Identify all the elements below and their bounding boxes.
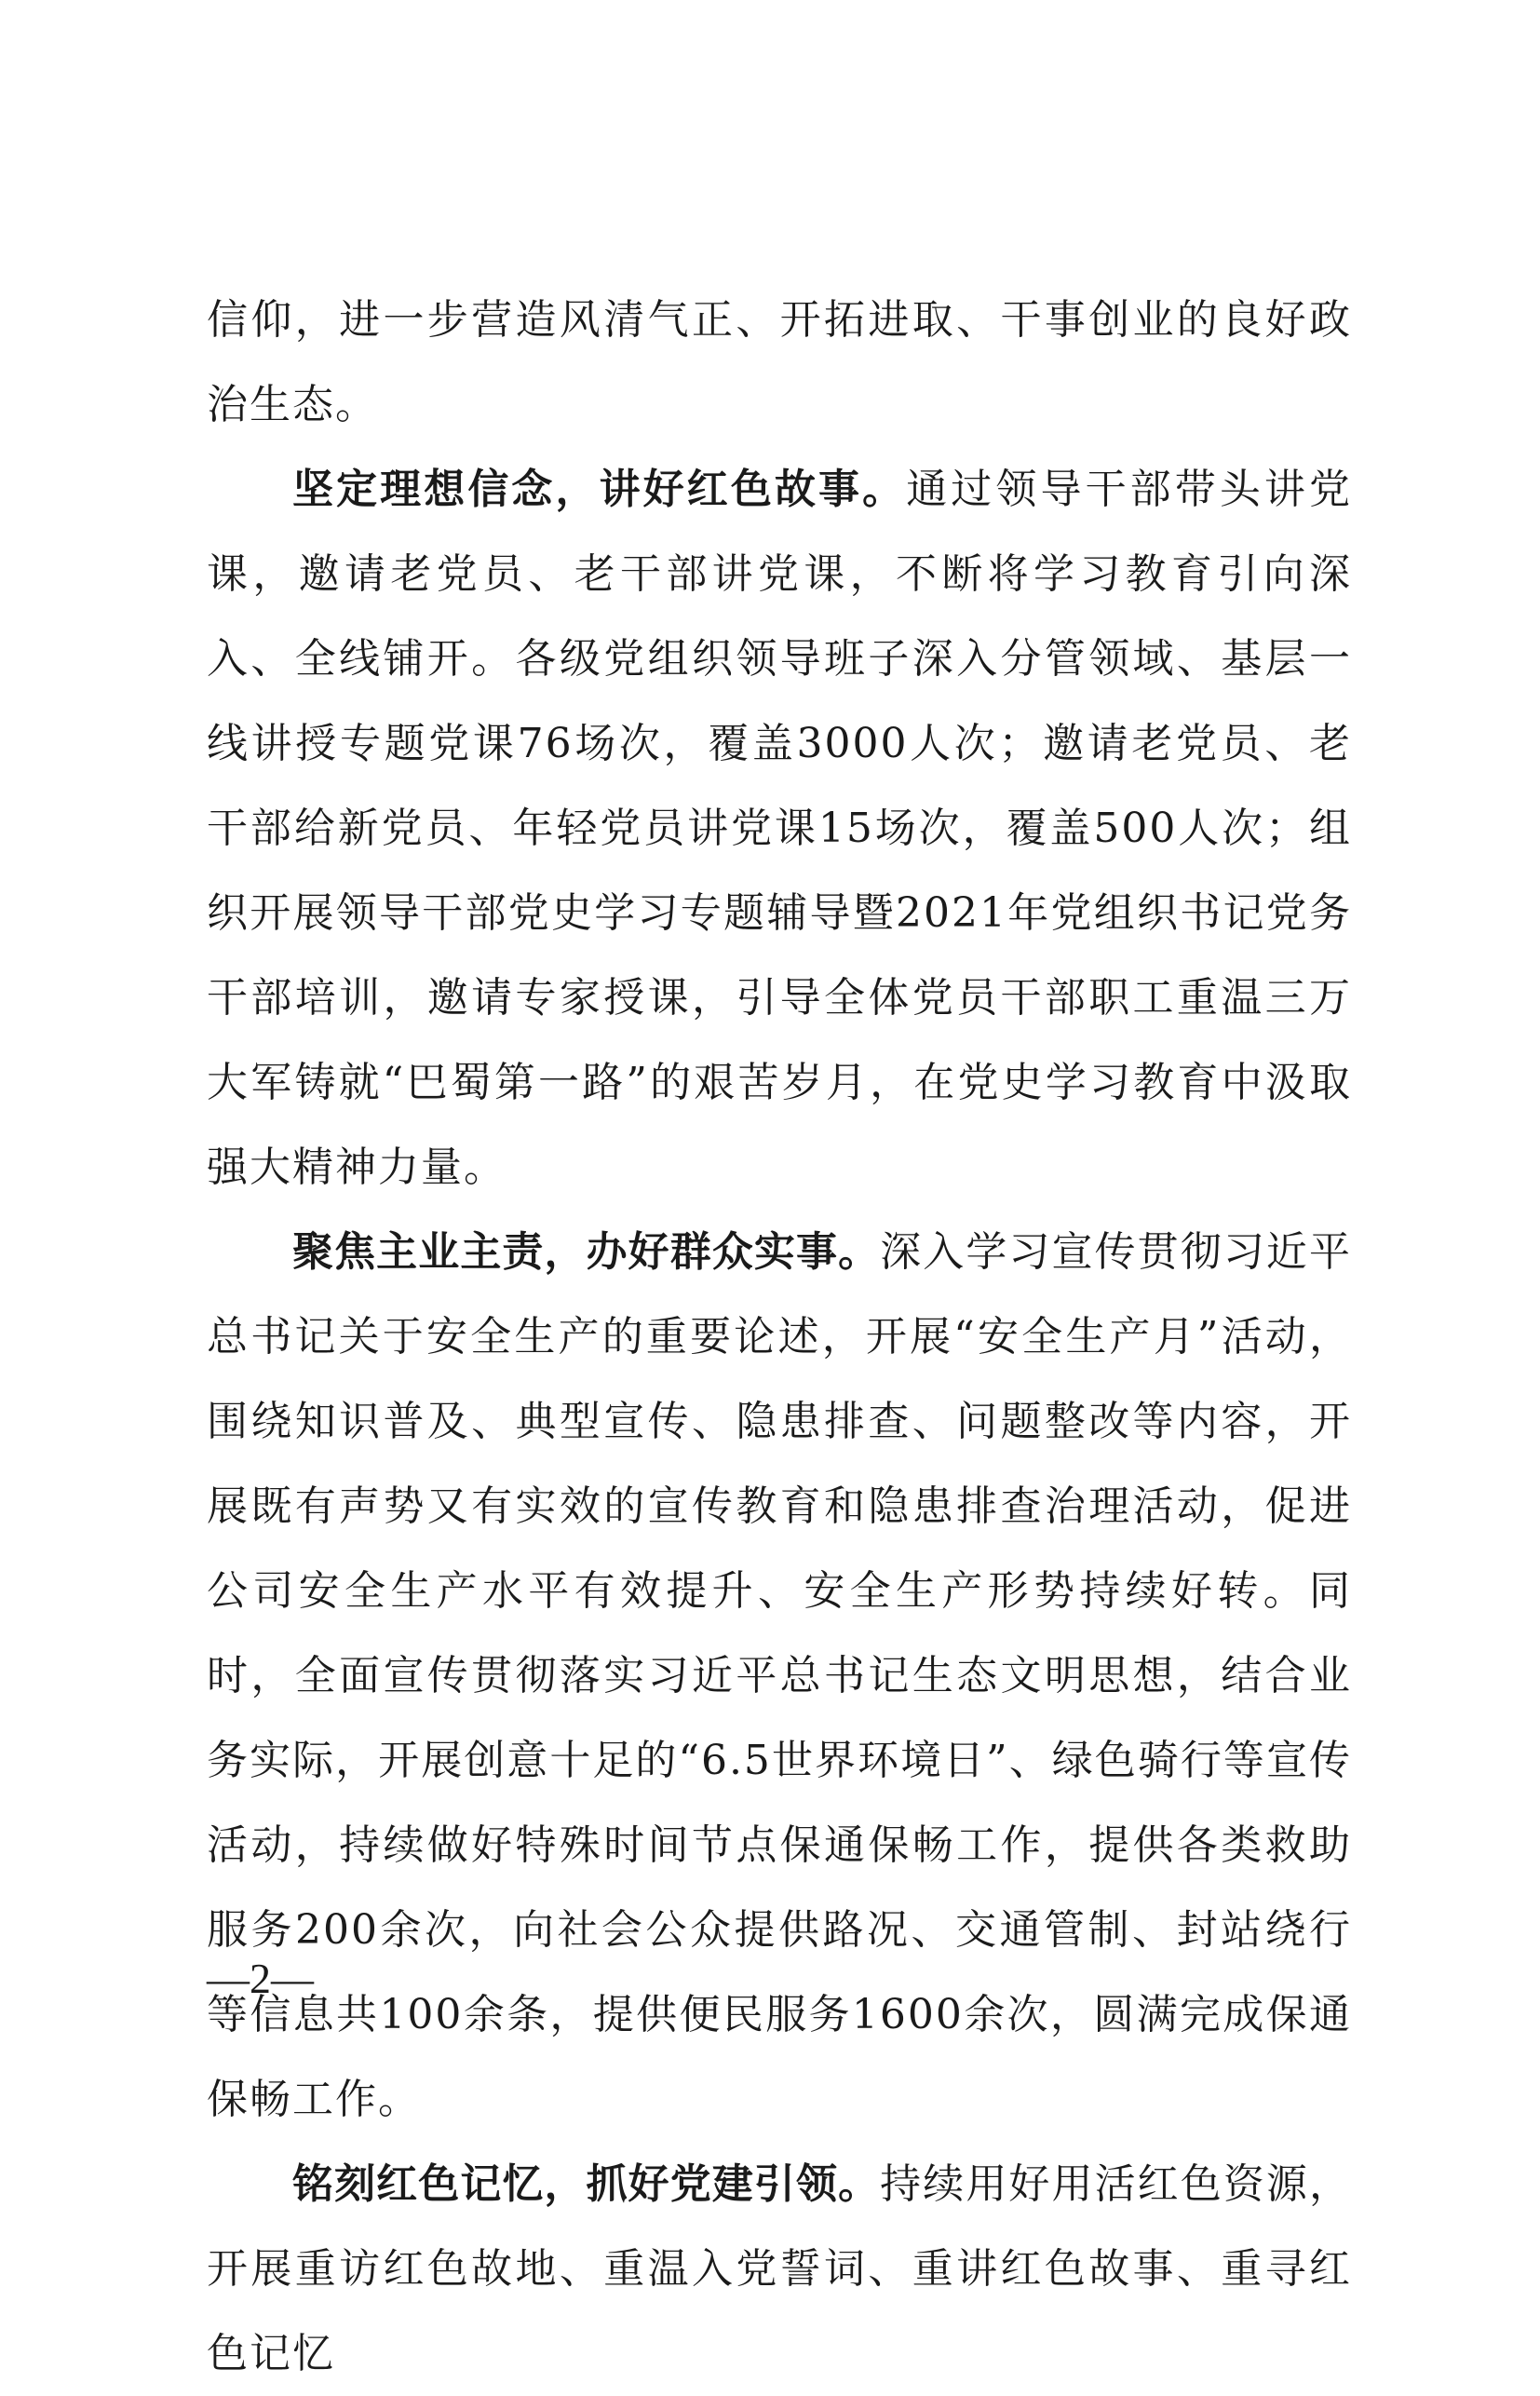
paragraph-continuation: [207, 278, 1352, 447]
paragraph-lead: 坚定理想信念，讲好红色故事。: [292, 466, 907, 513]
paragraph-red-memory: [207, 2142, 1352, 2396]
paragraph-lead: 聚焦主业主责，办好群众实事。: [292, 1228, 881, 1276]
paragraph-text: 通过领导干部带头讲党课，邀请老党员、老干部讲党课，不断将学习教育引向深入、全线铺开。各级党组织领导班子深入分管领域、基层一线讲授专题党课76场次，覆盖3000人次；邀请老党员、老干部给新党员、年轻党员讲党课15场次，覆盖500人次；组织开展领导干部党史学习专题辅导暨2021年党组织书记党务干部培训，邀请专家授课，引导全体党员干部职工重温三万大军铸就“巴蜀第一路”的艰苦岁月，在党史学习教育中汲取强大精神力量。: [207, 466, 1353, 1191]
paragraph-text: 深入学习宣传贯彻习近平总书记关于安全生产的重要论述，开展“安全生产月”活动，围绕知识普及、典型宣传、隐患排查、问题整改等内容，开展既有声势又有实效的宣传教育和隐患排查治理活动，促进公司安全生产水平有效提升、安全生产形势持续好转。同时，全面宣传贯彻落实习近平总书记生态文明思想，结合业务实际，开展创意十足的“6.5世界环境日”、绿色骑行等宣传活动，持续做好特殊时间节点保通保畅工作，提供各类救助服务200余次，向社会公众提供路况、交通管制、封站绕行等信息共100余条，提供便民服务1600余次，圆满完成保通保畅工作。: [207, 1228, 1353, 2123]
paragraph-text: 信仰，进一步营造风清气正、开拓进取、干事创业的良好政治生态。: [207, 296, 1352, 428]
paragraph-lead: 铭刻红色记忆，抓好党建引领。: [292, 2160, 881, 2208]
paragraph-ideals: [207, 447, 1352, 1210]
page-number: —2—: [207, 1955, 314, 2002]
document-body: [207, 278, 1352, 2396]
paragraph-main-business: [207, 1210, 1352, 2142]
paragraph-text: 持续用好用活红色资源，开展重访红色故地、重温入党誓词、重讲红色故事、重寻红色记忆: [207, 2160, 1353, 2377]
